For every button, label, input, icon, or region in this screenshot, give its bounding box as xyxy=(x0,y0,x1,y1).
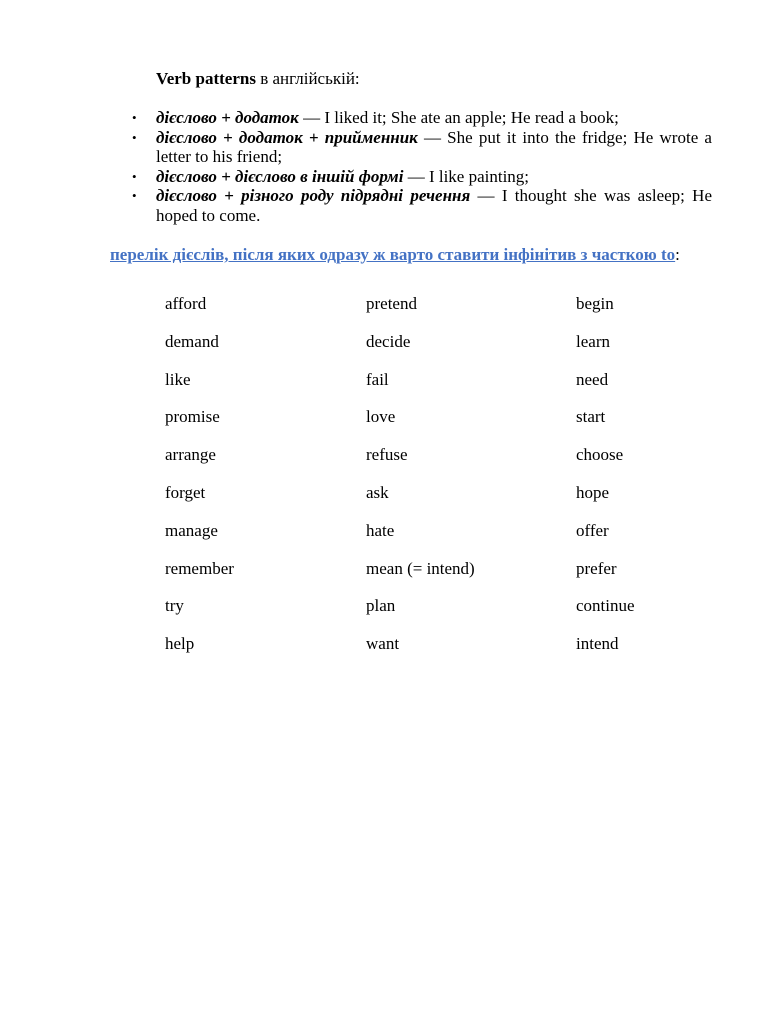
bullet-icon: • xyxy=(132,188,137,203)
table-cell: hope xyxy=(576,482,610,502)
table-cell: plan xyxy=(366,596,396,616)
table-row xyxy=(165,558,685,596)
table-row xyxy=(165,482,685,520)
table-cell: begin xyxy=(576,294,614,313)
page-title xyxy=(156,68,360,90)
bullet-icon: • xyxy=(132,129,137,145)
table-row xyxy=(165,369,685,407)
table-cell: refuse xyxy=(366,445,408,465)
pattern-term: дієслово + різного роду підрядні речення xyxy=(156,186,471,205)
list-item xyxy=(132,108,712,128)
table-cell: remember xyxy=(165,558,234,578)
table-cell: need xyxy=(576,369,609,389)
table-cell: prefer xyxy=(576,558,617,578)
table-cell: help xyxy=(165,634,195,654)
pattern-example: — I like painting; xyxy=(403,166,530,186)
table-row xyxy=(165,633,685,671)
pattern-example: — I thought she was asleep; He hoped to come. xyxy=(156,186,712,225)
table-cell: promise xyxy=(165,407,220,427)
table-cell: forget xyxy=(165,482,206,502)
table-row xyxy=(165,406,685,444)
table-cell: continue xyxy=(576,596,635,616)
table-cell: decide xyxy=(366,331,411,351)
list-item xyxy=(132,127,712,167)
table-cell: manage xyxy=(165,520,218,540)
table-cell: fail xyxy=(366,369,389,389)
pattern-term: дієслово + дієслово в іншій формі xyxy=(156,166,404,186)
table-cell: try xyxy=(165,596,184,616)
table-cell: love xyxy=(366,407,396,427)
infinitive-verbs-link[interactable]: перелік дієслів, після яких одразу ж варто ставити інфінітив з часткою to xyxy=(110,245,676,264)
verb-table xyxy=(165,293,685,671)
infinitive-verbs-paragraph xyxy=(110,245,712,265)
table-row xyxy=(165,293,685,331)
table-row xyxy=(165,444,685,482)
table-cell: arrange xyxy=(165,445,216,465)
title-rest: в англійській: xyxy=(255,69,360,88)
table-cell: demand xyxy=(165,331,219,351)
bullet-icon: • xyxy=(132,110,137,125)
title-bold: Verb patterns xyxy=(156,69,256,88)
pattern-term: дієслово + додаток xyxy=(156,108,299,127)
table-row xyxy=(165,520,685,558)
table-cell: mean (= intend) xyxy=(366,558,475,578)
pattern-term: дієслово + додаток + прийменник xyxy=(156,127,418,147)
table-cell: intend xyxy=(576,634,619,654)
list-item xyxy=(132,186,712,225)
table-cell: want xyxy=(366,634,400,654)
table-cell: pretend xyxy=(366,294,417,313)
list-item xyxy=(132,166,712,187)
pattern-example: — She put it into the fridge; He wrote a letter to his friend; xyxy=(156,127,712,166)
link-suffix: : xyxy=(675,245,680,264)
bullet-icon: • xyxy=(132,168,137,184)
table-cell: hate xyxy=(366,520,395,540)
table-cell: choose xyxy=(576,445,624,465)
table-row xyxy=(165,595,685,633)
table-cell: offer xyxy=(576,520,609,540)
table-cell: start xyxy=(576,407,606,427)
table-cell: learn xyxy=(576,331,610,351)
verb-pattern-list xyxy=(132,108,712,225)
table-cell: afford xyxy=(165,294,207,313)
table-row xyxy=(165,331,685,369)
table-cell: ask xyxy=(366,482,389,502)
table-cell: like xyxy=(165,369,191,389)
pattern-example: — I liked it; She ate an apple; He read a book; xyxy=(298,108,619,127)
